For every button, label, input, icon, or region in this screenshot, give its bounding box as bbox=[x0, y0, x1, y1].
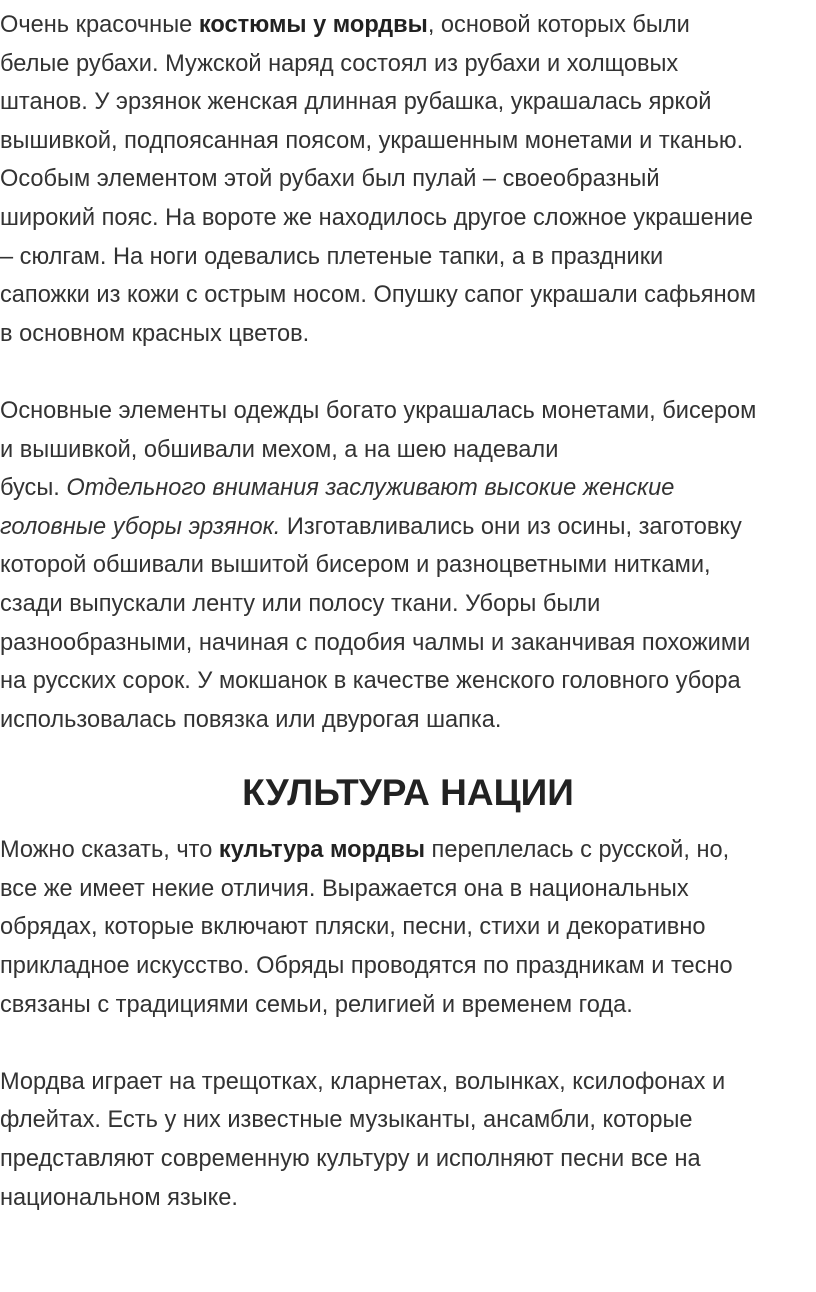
text-line: обрядах, которые включают пляски, песни, стихи и декоративно bbox=[0, 914, 706, 941]
text-line: белые рубахи. Мужской наряд состоял из рубахи и холщовых bbox=[0, 50, 679, 77]
text-line: Особым элементом этой рубахи был пулай – своеобразный bbox=[0, 166, 660, 193]
text-run: переплелась с русской, но, bbox=[425, 837, 730, 864]
text-line: флейтах. Есть у них известные музыканты, ансамбли, которые bbox=[0, 1107, 693, 1134]
text-line: сзади выпускали ленту или полосу ткани. Уборы были bbox=[0, 590, 601, 617]
text-line: в основном красных цветов. bbox=[0, 320, 310, 347]
text-line: прикладное искусство. Обряды проводятся по праздникам и тесно bbox=[0, 953, 733, 980]
text-line: которой обшивали вышитой бисером и разноцветными нитками, bbox=[0, 552, 711, 579]
text-line: Основные элементы одежды богато украшалась монетами, бисером bbox=[0, 397, 757, 424]
section-heading: КУЛЬТУРА НАЦИИ bbox=[242, 772, 574, 814]
paragraph-music bbox=[0, 1063, 816, 1217]
text-line: представляют современную культуру и исполняют песни все на bbox=[0, 1146, 701, 1173]
text-line bbox=[0, 831, 816, 870]
text-line: широкий пояс. На вороте же находилось другое сложное украшение bbox=[0, 204, 754, 231]
paragraph-gap bbox=[0, 1024, 816, 1063]
paragraph-costumes bbox=[0, 6, 816, 353]
text-line: использовалась повязка или двурогая шапка. bbox=[0, 706, 502, 733]
text-line bbox=[0, 6, 816, 45]
text-run: , основой которых были bbox=[427, 12, 690, 38]
text-line bbox=[0, 508, 816, 547]
text-line: штанов. У эрзянок женская длинная рубашка, украшалась яркой bbox=[0, 89, 712, 116]
text-line: сапожки из кожи с острым носом. Опушку сапог украшали сафьяном bbox=[0, 282, 756, 309]
text-line: национальном языке. bbox=[0, 1184, 238, 1211]
text-run: Можно сказать, что bbox=[0, 837, 219, 864]
text-run: Очень красочные bbox=[0, 12, 199, 38]
text-line: связаны с традициями семьи, религией и временем года. bbox=[0, 991, 633, 1018]
text-line: и вышивкой, обшивали мехом, а на шею надевали bbox=[0, 436, 559, 463]
paragraph-decorations bbox=[0, 392, 816, 739]
text-line: разнообразными, начиная с подобия чалмы и заканчивая похожими bbox=[0, 629, 751, 656]
text-run: бусы. bbox=[0, 475, 67, 502]
paragraph-gap bbox=[0, 353, 816, 392]
text-line: на русских сорок. У мокшанок в качестве женского головного убора bbox=[0, 668, 741, 695]
text-line: – сюлгам. На ноги одевались плетеные тапки, а в праздники bbox=[0, 243, 664, 270]
text-line: Мордва играет на трещотках, кларнетах, волынках, ксилофонах и bbox=[0, 1068, 726, 1095]
text-line bbox=[0, 469, 816, 508]
italic-run: Отдельного внимания заслуживают высокие женские bbox=[66, 475, 675, 502]
bold-term-culture: культура мордвы bbox=[218, 837, 425, 864]
text-line: все же имеет некие отличия. Выражается она в национальных bbox=[0, 875, 689, 902]
text-run: Изготавливались они из осины, заготовку bbox=[280, 513, 742, 540]
bold-term-costumes: костюмы у мордвы bbox=[198, 12, 428, 38]
italic-run: головные уборы эрзянок. bbox=[0, 513, 281, 540]
paragraph-culture bbox=[0, 831, 816, 1024]
text-line: вышивкой, подпоясанная поясом, украшенным монетами и тканью. bbox=[0, 127, 744, 154]
